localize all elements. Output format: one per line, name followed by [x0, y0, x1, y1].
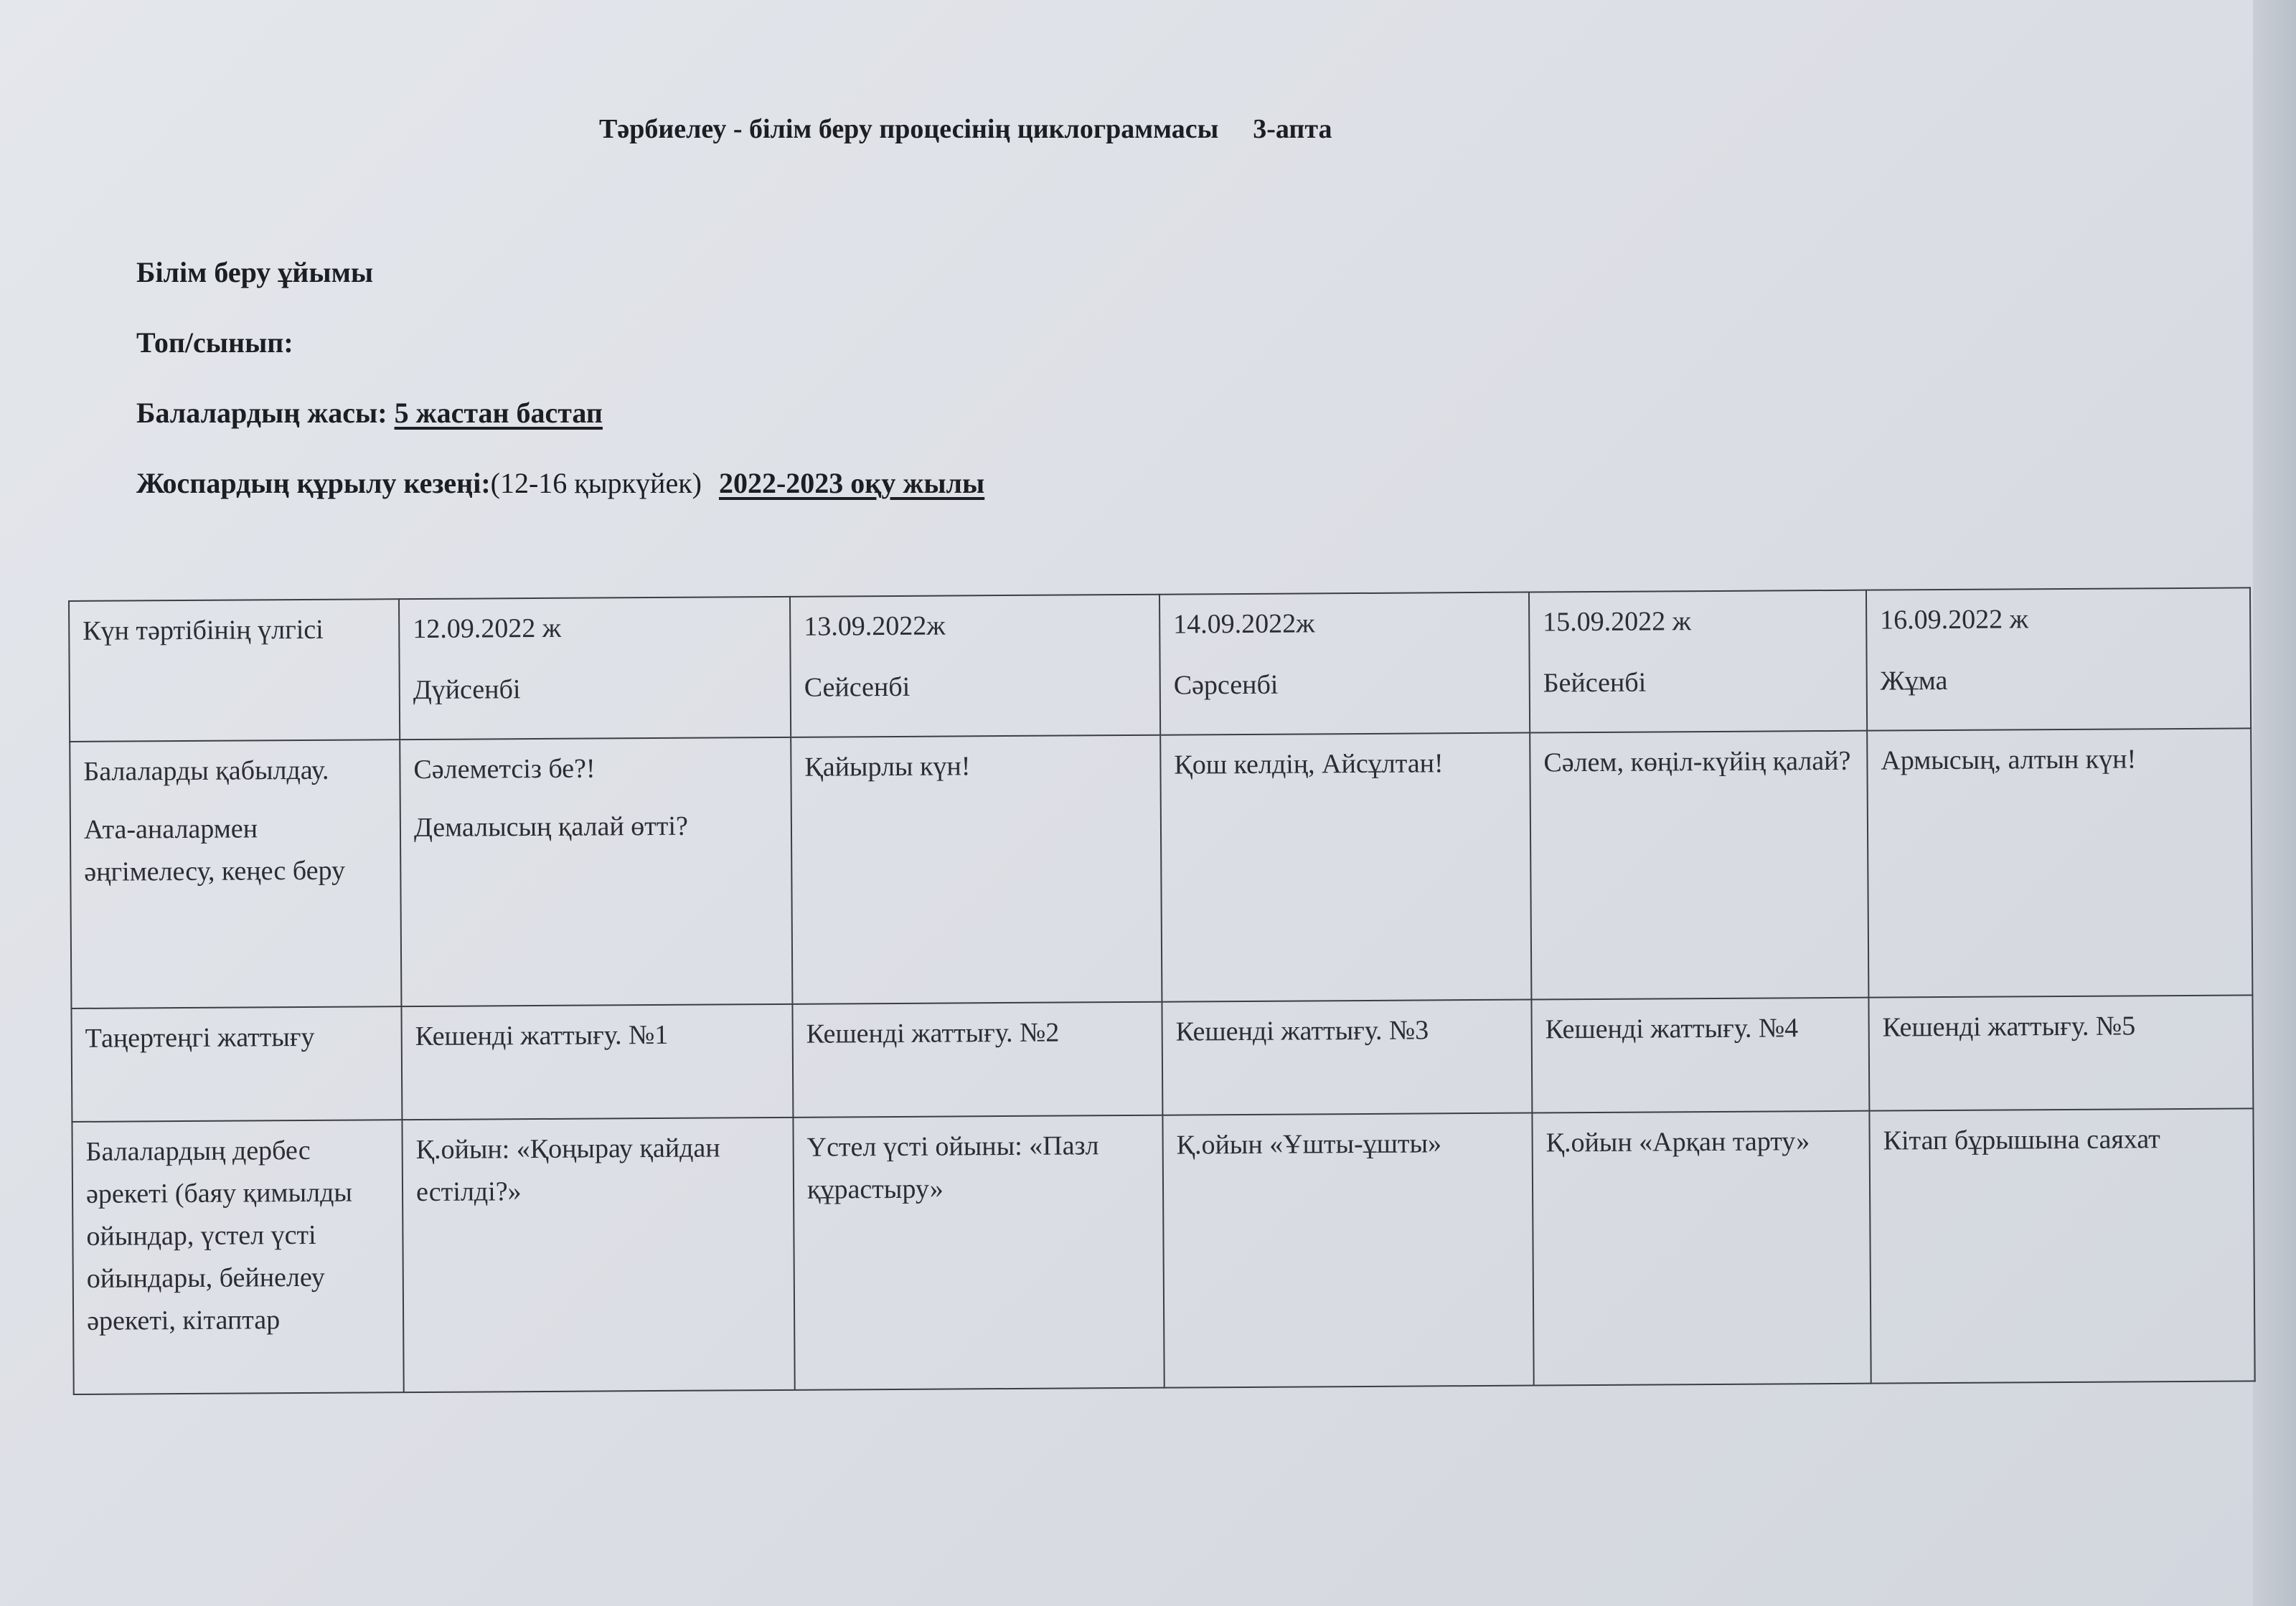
cell-text: Кешенді жаттығу. №5 [1882, 1011, 2136, 1043]
cell-text: Қ.ойын «Ұшты-ұшты» [1176, 1128, 1442, 1161]
age-line [136, 396, 603, 430]
schedule-table [68, 587, 2256, 1395]
period-label: Жоспардың құрылу кезеңі: [136, 467, 491, 499]
table-row [72, 1108, 2254, 1394]
cell-text: Кешенді жаттығу. №1 [415, 1019, 669, 1052]
day-date: 14.09.2022ж [1173, 608, 1315, 640]
table-row [71, 995, 2253, 1122]
table-cell [1532, 1111, 1871, 1386]
paper-edge [2253, 0, 2296, 1606]
day-name: Дүйсенбі [413, 674, 521, 705]
table-cell [400, 737, 792, 1006]
day-date: 13.09.2022ж [804, 610, 946, 642]
row-label: Балаларды қабылдау. [83, 755, 329, 787]
table-cell [1530, 731, 1868, 1000]
corner-cell [69, 599, 400, 742]
period-line [136, 466, 984, 500]
group-line [136, 326, 293, 359]
org-label: Білім беру ұйымы [136, 256, 374, 288]
cell-text: Қош келдің, Айсұлтан! [1174, 748, 1444, 780]
cell-text: Сәлем, көңіл-күйің қалай? [1543, 745, 1851, 778]
row-label-secondary: Ата-аналармен әңгімелесу, кеңес беру [83, 813, 346, 887]
age-label: Балалардың жасы: [136, 397, 387, 429]
day-header-cell [1866, 587, 2251, 730]
title-text: Тәрбиелеу - білім беру процесінің циклограммасы [599, 114, 1219, 144]
cell-text: Кешенді жаттығу. №4 [1545, 1013, 1799, 1045]
table-header-row [69, 587, 2251, 742]
table-cell [1868, 995, 2253, 1110]
period-dates: (12-16 қыркүйек) [490, 467, 702, 499]
table-cell [792, 1002, 1162, 1118]
row-label-cell [71, 1006, 402, 1122]
table-cell [1162, 1113, 1533, 1388]
day-header-cell [1529, 590, 1867, 733]
corner-label: Күн тәртібінің үлгісі [83, 614, 324, 646]
cell-text: Армысың, алтын күн! [1881, 744, 2137, 776]
table-cell [1162, 1000, 1532, 1115]
day-header-cell [1159, 592, 1530, 735]
table-row [70, 728, 2252, 1009]
cell-text-secondary: Демалысың қалай өтті? [413, 811, 689, 843]
day-date: 16.09.2022 ж [1880, 604, 2029, 636]
cell-text: Қайырлы күн! [804, 751, 971, 783]
day-name: Сәрсенбі [1173, 669, 1279, 701]
week-label: 3-апта [1253, 114, 1332, 144]
row-label-cell [70, 740, 401, 1009]
year-value: 2022-2023 оқу жылы [718, 467, 985, 499]
cell-text: Сәлеметсіз бе?! [413, 753, 596, 785]
cell-text: Қ.ойын: «Қоңырау қайдан естілді?» [415, 1133, 720, 1207]
row-label: Таңертеңгі жаттығу [85, 1021, 315, 1054]
table-cell [1160, 733, 1531, 1002]
group-label: Топ/сынып: [136, 326, 293, 359]
table-cell [402, 1118, 794, 1392]
day-date: 15.09.2022 ж [1543, 606, 1692, 638]
cell-text: Қ.ойын «Арқан тарту» [1545, 1126, 1810, 1158]
cell-text: Кешенді жаттығу. №3 [1175, 1015, 1429, 1047]
day-date: 12.09.2022 ж [413, 613, 562, 645]
table-cell [1867, 728, 2252, 997]
day-name: Сейсенбі [804, 671, 911, 703]
table-cell [791, 735, 1162, 1004]
day-header-cell [790, 595, 1160, 737]
day-name: Бейсенбі [1543, 667, 1647, 699]
document-title [599, 113, 1332, 145]
row-label: Балалардың дербес әрекеті (баяу қимылды ойындар, үстел үсті ойындары, бейнелеу әрекеті, кітаптар [85, 1135, 353, 1336]
org-line [136, 255, 373, 289]
row-label-cell [72, 1120, 403, 1394]
table-cell [1869, 1108, 2254, 1383]
cell-text: Кітап бұрышына саяхат [1883, 1124, 2160, 1156]
table-cell [793, 1115, 1164, 1390]
day-name: Жұма [1880, 665, 1948, 696]
cell-text: Үстел үсті ойыны: «Пазл құрастыру» [806, 1130, 1099, 1205]
table-cell [401, 1004, 793, 1120]
age-value: 5 жастан бастап [394, 397, 603, 429]
day-header-cell [399, 597, 791, 740]
table-cell [1531, 998, 1869, 1113]
cell-text: Кешенді жаттығу. №2 [806, 1017, 1060, 1049]
